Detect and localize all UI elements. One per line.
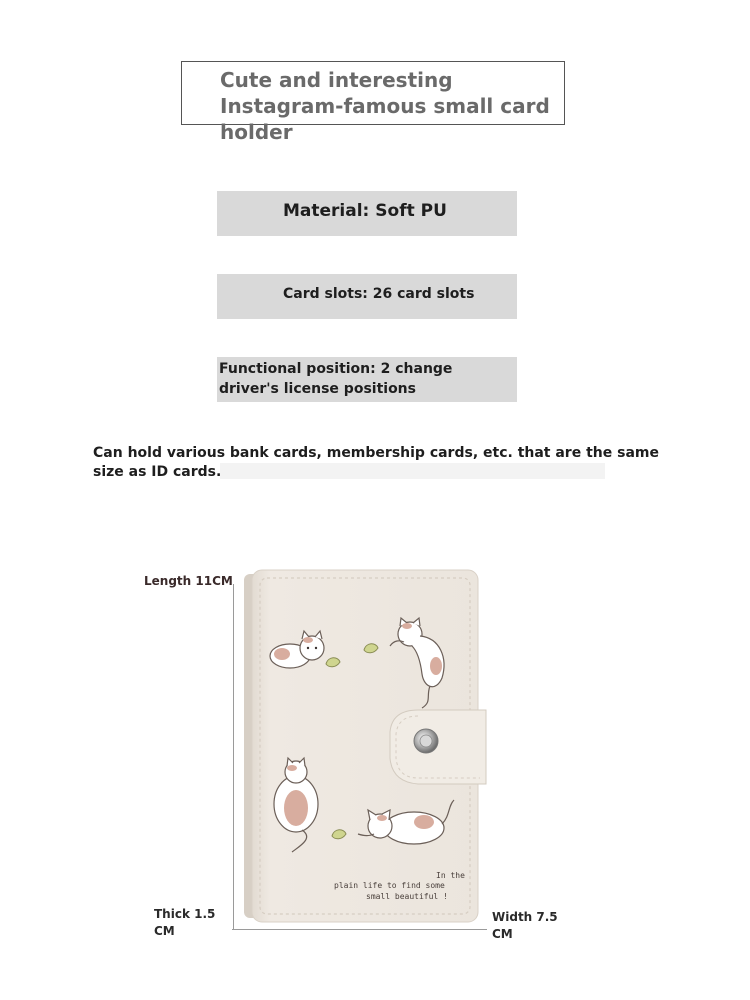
page-title: Cute and interesting Instagram-famous small card holder xyxy=(220,68,550,144)
spec-material-text: Material: Soft PU xyxy=(283,201,447,221)
thick-label: Thick 1.5 CM xyxy=(154,907,216,938)
snap-tab xyxy=(390,710,486,784)
card-holder-image xyxy=(240,560,500,930)
spec-card-slots-text: Card slots: 26 card slots xyxy=(283,286,475,302)
spec-card-slots xyxy=(217,274,517,319)
spec-functional-position-text: Functional position: 2 change driver's license positions xyxy=(219,361,453,397)
product-description: Can hold various bank cards, membership cards, etc. that are the same size as ID cards. xyxy=(93,445,659,480)
length-label: Length 11CM xyxy=(144,574,233,588)
slogan-line-2: plain life to find some xyxy=(334,881,445,890)
title-box xyxy=(181,61,565,144)
length-dimension-line xyxy=(233,584,234,930)
spec-functional-position xyxy=(217,357,517,402)
spec-material xyxy=(217,191,517,236)
slogan-line-3: small beautiful ! xyxy=(366,892,448,901)
slogan-line-1: In the xyxy=(436,871,465,880)
width-label: Width 7.5 CM xyxy=(492,910,558,941)
